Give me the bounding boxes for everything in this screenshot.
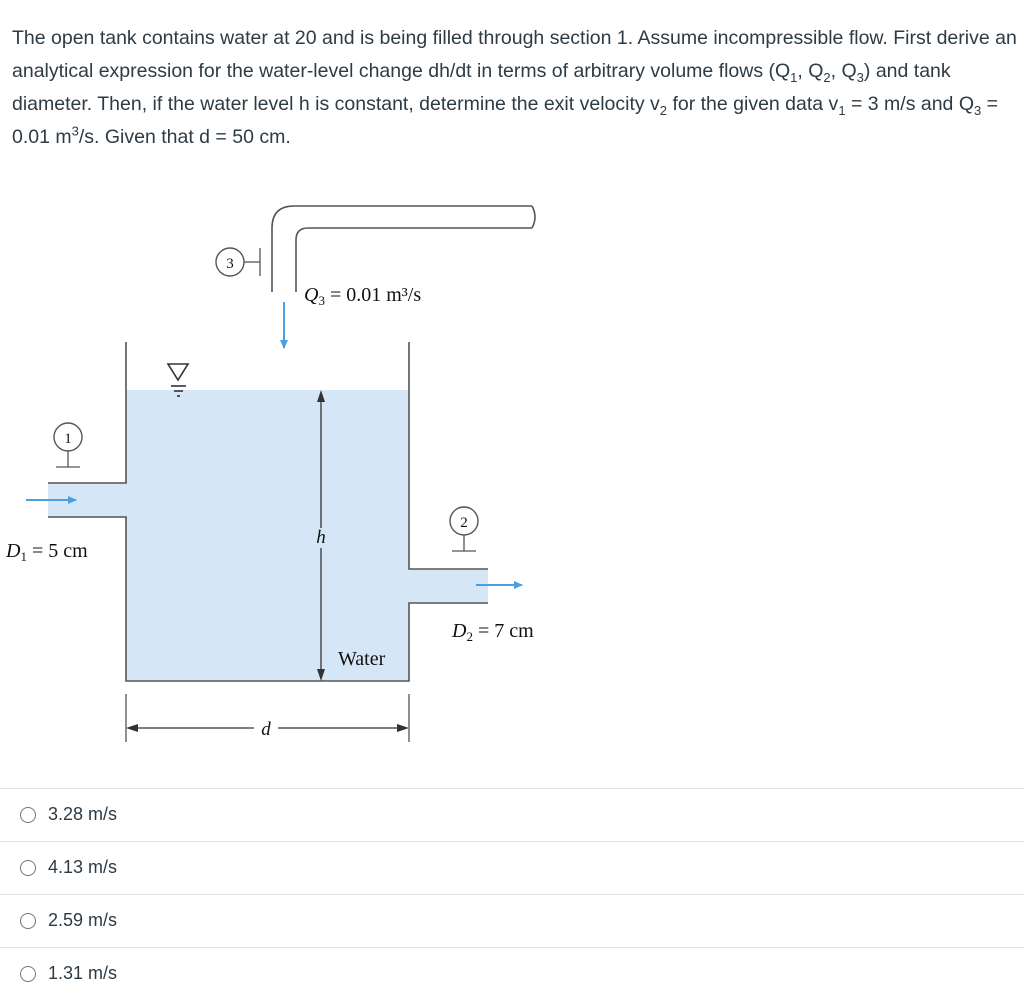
option-label: 3.28 m/s [48,804,118,824]
option-label: 1.31 m/s [48,963,118,983]
option-label: 2.59 m/s [48,910,118,930]
q1-sub: 1 [790,69,798,85]
question-seg2: , Q [797,60,824,82]
m-sup: 3 [71,123,79,139]
radio-button[interactable] [20,807,36,823]
q2-sub: 2 [823,69,831,85]
d2-symbol-sub: 2 [466,629,473,644]
d1-label [5,540,88,564]
answer-options [0,788,1024,1000]
section-marker-3 [216,248,260,276]
option-3[interactable] [0,894,1024,947]
q3-sub: 3 [856,69,864,85]
water-label: Water [338,648,386,670]
q3-flow-label [304,284,421,308]
q3b-sub: 3 [973,102,982,118]
option-label: 4.13 m/s [48,857,118,877]
q3-symbol: Q [304,284,319,306]
option-2[interactable] [0,841,1024,894]
d1-value: = 5 cm [26,540,88,562]
diameter-dimension [126,694,409,742]
tank-diagram [0,195,560,755]
h-label: h [316,527,326,548]
q3-symbol-sub: 3 [318,293,325,308]
d2-symbol: D [452,620,467,642]
d-label: d [261,719,271,740]
option-4[interactable] [0,947,1024,1000]
question-seg3: , Q [830,60,857,82]
question-seg4: ) and tank diameter. Then, if the water level h is constant, determine the exit velocity v [12,60,951,115]
q3-value: = 0.01 m³/s [324,284,422,306]
radio-button[interactable] [20,913,36,929]
water-region [48,390,488,681]
question-seg5: for the given data v [667,93,839,115]
question-text [12,22,1017,154]
question-seg6: = 3 m/s and Q [845,93,974,115]
d1-symbol-sub: 1 [20,549,27,564]
radio-button[interactable] [20,860,36,876]
section-marker-2 [450,507,478,551]
section-marker-1 [54,423,82,467]
question-seg1: The open tank contains water at 20 and is being filled through section 1. Assume incompressible flow. First derive an analytical expression for the water-level change dh/dt in terms of arbitrary volume flows (Q [12,27,1017,82]
d2-label [451,620,534,644]
d2-value: = 7 cm [472,620,534,642]
v1-sub: 1 [838,102,846,118]
section-1-label: 1 [64,431,72,447]
tank-figure [0,195,560,755]
section-3-label: 3 [226,256,234,272]
d1-symbol: D [6,540,21,562]
v2-sub: 2 [659,102,668,118]
question-seg7: = 0.01 m [12,93,999,148]
inlet-pipe-3 [272,206,535,292]
radio-button[interactable] [20,966,36,982]
section-2-label: 2 [460,515,468,531]
option-1[interactable] [0,788,1024,841]
question-seg8: /s. Given that d = 50 cm. [78,126,291,148]
